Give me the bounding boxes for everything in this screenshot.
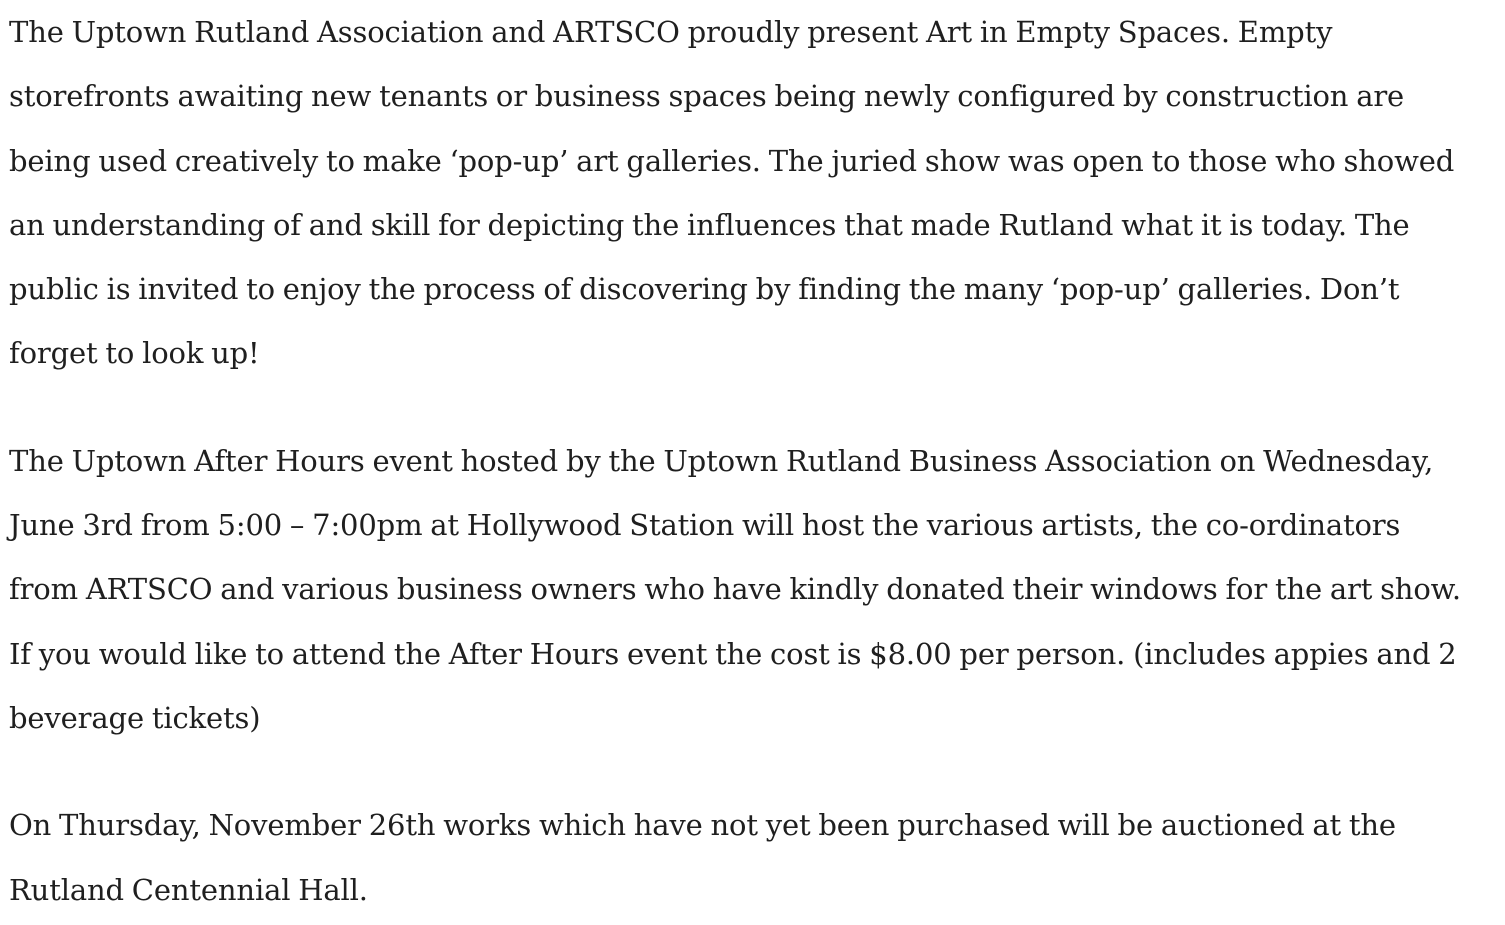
paragraph-line: June 3rd from 5:00 – 7:00pm at Hollywood Station will host the various artists, the co-ordinators [9, 508, 1401, 543]
paragraph-line: storefronts awaiting new tenants or business spaces being newly configured by construction are [9, 79, 1405, 114]
paragraph-line: If you would like to attend the After Hours event the cost is $8.00 per person. (includes appies and 2 [9, 636, 1457, 671]
paragraph-after-hours-event [9, 429, 1505, 750]
paragraph-line: The Uptown After Hours event hosted by the Uptown Rutland Business Association on Wednesday, [9, 443, 1434, 478]
paragraph-art-in-empty-spaces [9, 0, 1505, 386]
paragraph-line: from ARTSCO and various business owners who have kindly donated their windows for the art show. [9, 572, 1461, 607]
paragraph-line: On Thursday, November 26th works which have not yet been purchased will be auctioned at the [9, 808, 1396, 843]
paragraph-line: Rutland Centennial Hall. [9, 872, 368, 907]
paragraph-line: forget to look up! [9, 336, 260, 371]
paragraph-line: The Uptown Rutland Association and ARTSCO proudly present Art in Empty Spaces. Empty [9, 15, 1333, 49]
paragraph-line: an understanding of and skill for depicting the influences that made Rutland what it is today. The [9, 207, 1410, 242]
paragraph-line: public is invited to enjoy the process of discovering by finding the many ‘pop-up’ galleries. Don’t [9, 272, 1400, 307]
paragraph-line: beverage tickets) [9, 700, 261, 735]
paragraph-line: being used creatively to make ‘pop-up’ art galleries. The juried show was open to those who showed [9, 143, 1455, 178]
paragraph-auction [9, 793, 1505, 922]
